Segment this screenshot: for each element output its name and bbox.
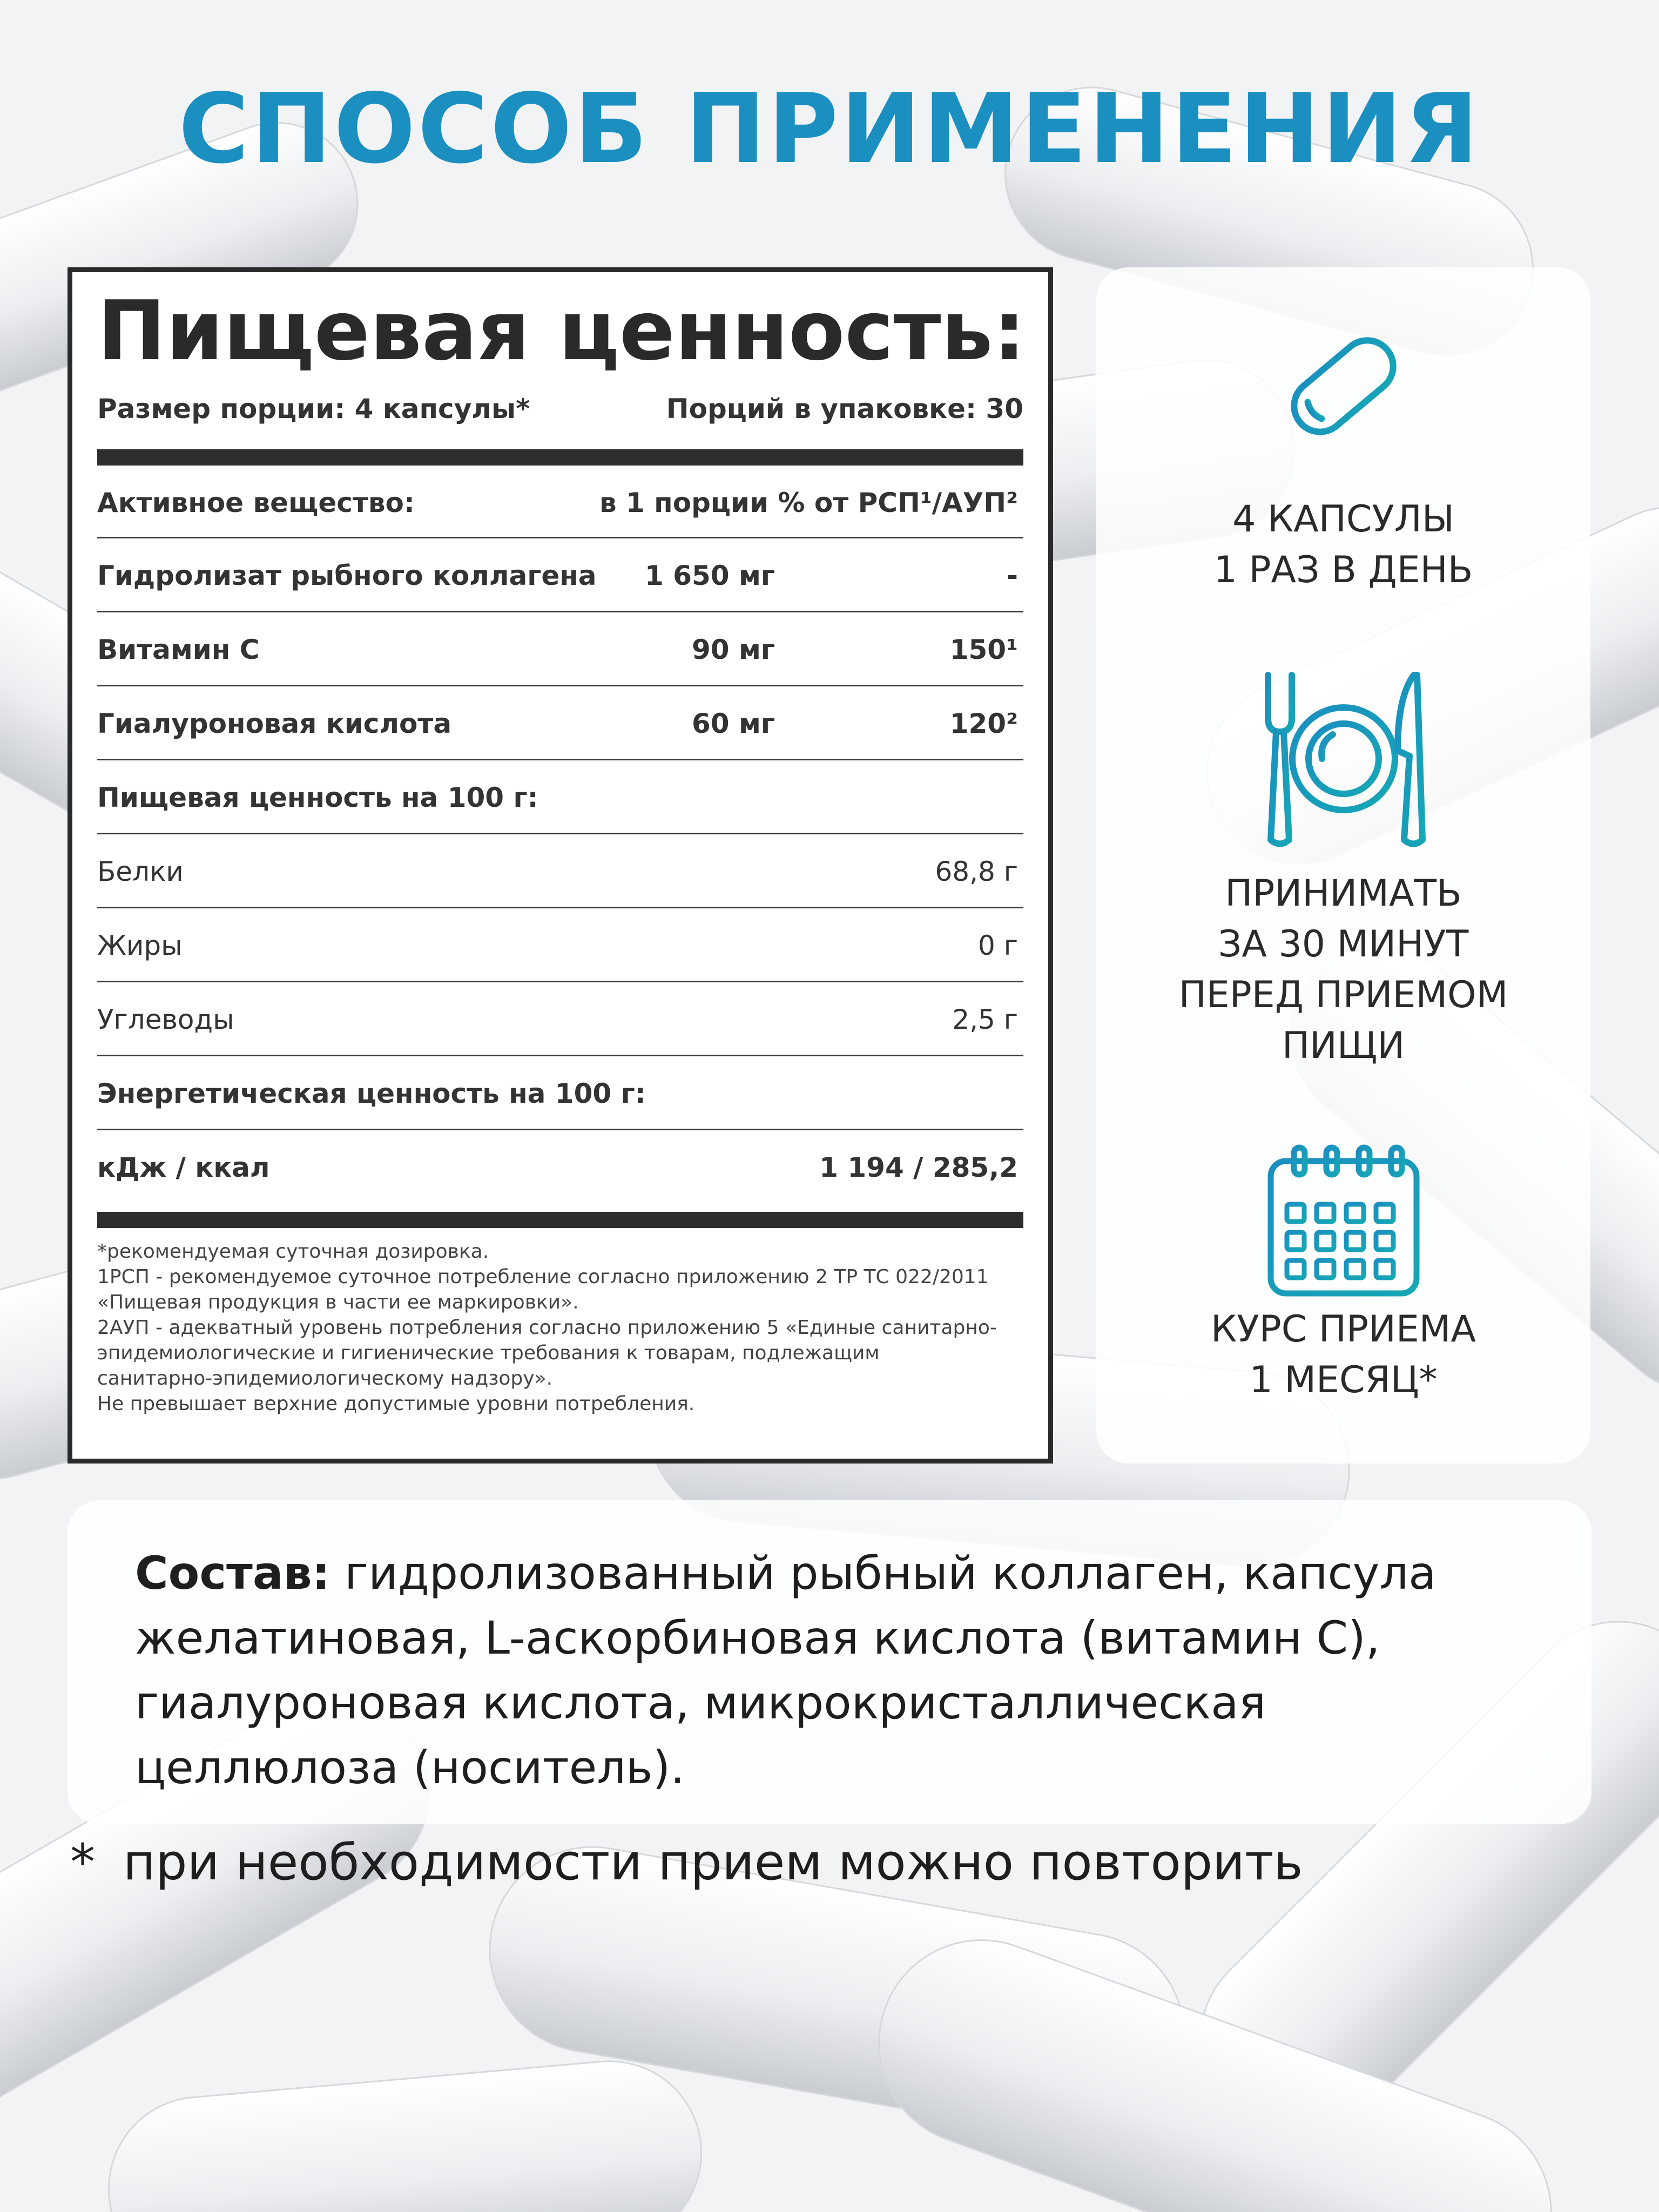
active-amount: 60 мг	[692, 708, 775, 739]
page-title: СПОСОБ ПРИМЕНЕНИЯ	[178, 73, 1481, 185]
header-per-serving: в 1 порции % от РСП¹/АУП²	[599, 487, 1018, 518]
usage-line: ЗА 30 МИНУТ	[1218, 923, 1469, 966]
usage-line: 1 РАЗ В ДЕНЬ	[1213, 549, 1473, 591]
footnote: 1РСП - рекомендуемое суточное потребление согласно приложению 2 ТР ТС 022/2011	[97, 1266, 989, 1288]
per100-section-header	[97, 760, 1023, 834]
serving-info	[97, 390, 1023, 428]
thick-divider	[97, 1212, 1023, 1228]
active-name: Гидролизат рыбного коллагена	[97, 560, 597, 591]
usage-line: ПИЩИ	[1282, 1024, 1405, 1067]
table-row	[97, 1130, 1023, 1204]
nutrient-value: 2,5 г	[952, 1004, 1018, 1035]
active-name: Витамин С	[97, 634, 260, 665]
usage-line: 1 МЕСЯЦ*	[1249, 1359, 1438, 1401]
composition-text	[135, 1541, 1550, 1800]
per100-label: Пищевая ценность на 100 г:	[97, 782, 538, 813]
repeat-note	[70, 1833, 1303, 1891]
footnote: «Пищевая продукция в части ее маркировки».	[97, 1291, 579, 1313]
footnote: санитарно-эпидемиологическому надзору».	[97, 1367, 553, 1390]
active-percent: -	[1007, 560, 1018, 591]
usage-line: ПРИНИМАТЬ	[1225, 872, 1462, 915]
usage-line: ПЕРЕД ПРИЕМОМ	[1178, 974, 1508, 1016]
footnote: *рекомендуемая суточная дозировка.	[97, 1240, 489, 1263]
nutrient-value: 0 г	[978, 930, 1018, 961]
composition-label: Состав:	[135, 1547, 331, 1600]
plate-cutlery-icon	[1246, 664, 1441, 859]
composition-line: желатиновая, L-аскорбиновая кислота (витамин С),	[135, 1611, 1380, 1664]
active-amount: 90 мг	[692, 634, 775, 665]
usage-dose-text	[1096, 494, 1590, 596]
note-text: при необходимости прием можно повторить	[123, 1833, 1303, 1891]
active-percent: 150¹	[949, 634, 1018, 665]
header-active-substance: Активное вещество:	[97, 487, 415, 518]
energy-value: 1 194 / 285,2	[819, 1152, 1018, 1183]
serving-size: Размер порции: 4 капсулы*	[97, 393, 530, 424]
energy-label: Энергетическая ценность на 100 г:	[97, 1078, 646, 1109]
table-row	[97, 686, 1023, 760]
note-asterisk: *	[70, 1833, 95, 1891]
footnote: Не превышает верхние допустимые уровни потребления.	[97, 1393, 695, 1415]
nutrition-facts-table	[68, 267, 1053, 1464]
table-row	[97, 908, 1023, 982]
nutrient-name: Белки	[97, 856, 184, 887]
nutrient-value: 68,8 г	[935, 856, 1018, 887]
active-name: Гиалуроновая кислота	[97, 708, 452, 739]
nutrient-name: Жиры	[97, 930, 183, 961]
composition-line: гидролизованный рыбный коллаген, капсула	[330, 1547, 1437, 1600]
composition-line: гиалуроновая кислота, микрокристаллическая	[135, 1676, 1266, 1729]
energy-name: кДж / ккал	[97, 1152, 270, 1183]
table-row	[97, 982, 1023, 1056]
usage-timing-text	[1096, 868, 1590, 1071]
table-row	[97, 834, 1023, 908]
usage-line: 4 КАПСУЛЫ	[1232, 498, 1454, 541]
composition-line: целлюлоза (носитель).	[135, 1741, 685, 1794]
usage-panel	[1096, 267, 1590, 1464]
usage-course-text	[1096, 1304, 1590, 1406]
table-row	[97, 538, 1023, 612]
calendar-icon	[1263, 1139, 1425, 1301]
active-amount: 1 650 мг	[645, 560, 775, 591]
table-row	[97, 612, 1023, 686]
table-header-row	[97, 466, 1023, 538]
footnote: эпидемиологические и гигиенические требования к товарам, подлежащим	[97, 1342, 880, 1364]
composition-panel	[68, 1500, 1591, 1824]
capsule-icon	[1273, 316, 1414, 456]
usage-line: КУРС ПРИЕМА	[1211, 1308, 1476, 1351]
nutrition-title: Пищевая ценность:	[97, 283, 1026, 379]
footnote: 2АУП - адекватный уровень потребления согласно приложению 5 «Единые санитарно-	[97, 1317, 997, 1339]
energy-section-header	[97, 1056, 1023, 1130]
servings-per-pack: Порций в упаковке: 30	[666, 393, 1023, 424]
footnotes	[97, 1239, 1026, 1417]
active-percent: 120²	[949, 708, 1018, 739]
nutrient-name: Углеводы	[97, 1004, 234, 1035]
thick-divider	[97, 449, 1023, 466]
